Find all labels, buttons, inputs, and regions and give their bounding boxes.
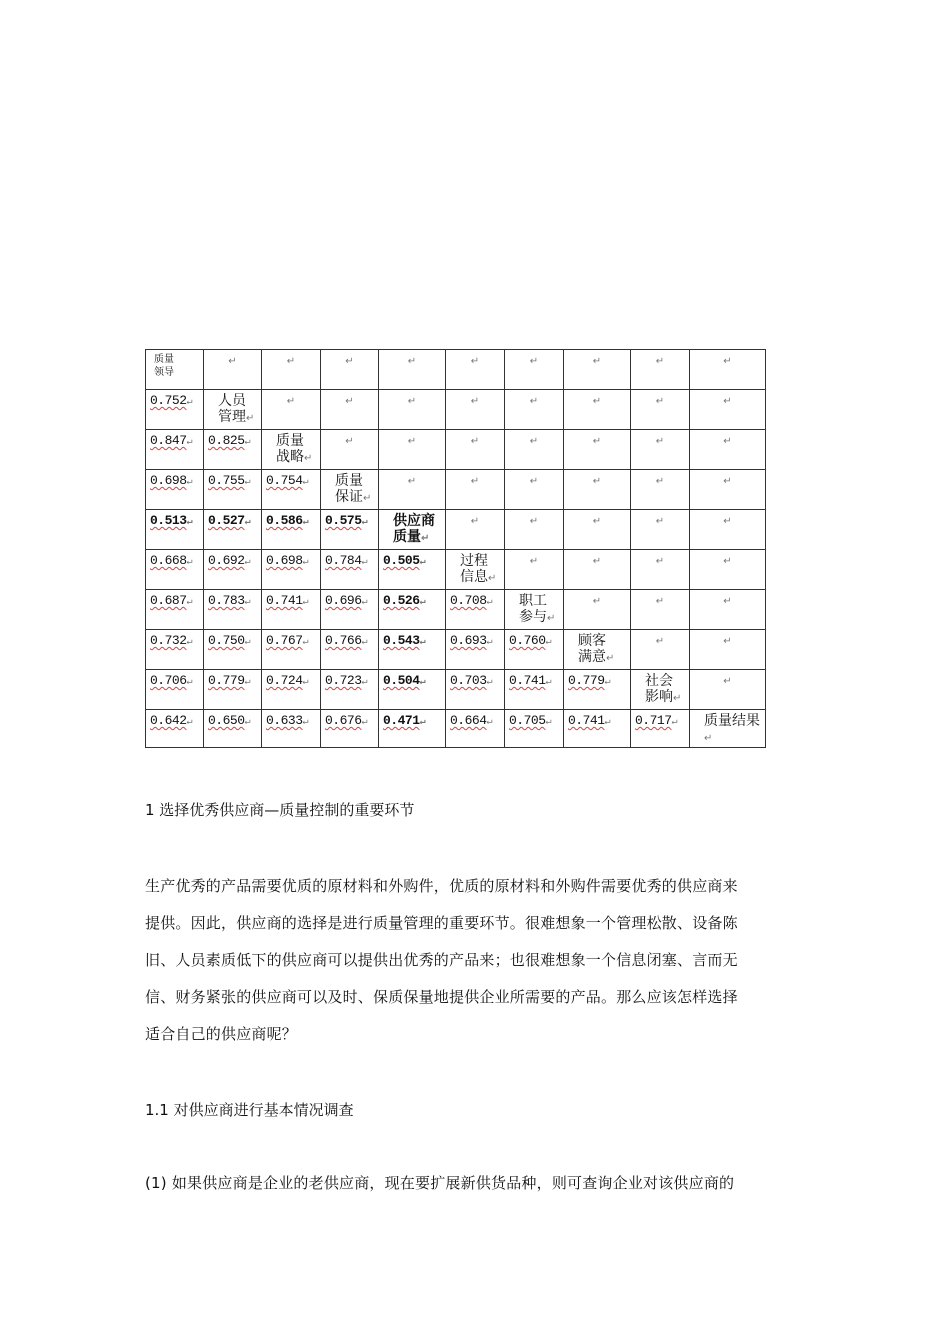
empty-cell [505, 350, 564, 390]
empty-cell [262, 350, 321, 390]
empty-cell [564, 390, 631, 430]
value-text: 0.668 [150, 553, 187, 568]
paragraph-mark-icon: ↵ [407, 476, 417, 487]
correlation-value [379, 630, 446, 670]
empty-cell [690, 510, 766, 550]
section-heading: 1 选择优秀供应商—质量控制的重要环节 [145, 801, 415, 819]
empty-cell [379, 350, 446, 390]
correlation-value [505, 710, 564, 748]
paragraph-mark-icon: ↵ [723, 356, 732, 367]
paragraph-mark-icon: ↵ [244, 637, 251, 648]
paragraph-mark-icon: ↵ [363, 493, 372, 504]
paragraph-mark-icon: ↵ [470, 356, 480, 367]
empty-cell [379, 390, 446, 430]
paragraph-mark-icon: ↵ [407, 356, 417, 367]
value-text: 0.847 [150, 433, 187, 448]
value-text: 0.741 [509, 673, 546, 688]
diagonal-label: 社会 影响↵ [631, 670, 690, 710]
paragraph-mark-icon: ↵ [419, 557, 426, 568]
paragraph-mark-icon: ↵ [186, 637, 193, 648]
paragraph-mark-icon: ↵ [488, 573, 497, 584]
value-text: 0.664 [450, 713, 487, 728]
correlation-value [321, 510, 379, 550]
value-text: 0.505 [383, 553, 420, 568]
value-text: 0.693 [450, 633, 487, 648]
paragraph-mark-icon: ↵ [244, 437, 251, 448]
paragraph-mark-icon: ↵ [186, 477, 193, 488]
correlation-value [204, 670, 262, 710]
value-text: 0.755 [208, 473, 245, 488]
correlation-value [262, 590, 321, 630]
paragraph-mark-icon: ↵ [547, 613, 556, 624]
paragraph-mark-icon: ↵ [604, 717, 611, 728]
paragraph-mark-icon: ↵ [470, 436, 480, 447]
paragraph-mark-icon: ↵ [592, 396, 602, 407]
paragraph-mark-icon: ↵ [361, 517, 368, 528]
empty-cell [505, 550, 564, 590]
paragraph-mark-icon: ↵ [723, 556, 732, 567]
correlation-value [262, 710, 321, 748]
paragraph-mark-icon: ↵ [671, 717, 678, 728]
value-text: 0.752 [150, 393, 187, 408]
empty-cell [505, 430, 564, 470]
paragraph-mark-icon: ↵ [470, 516, 480, 527]
correlation-value [146, 470, 204, 510]
empty-cell [204, 350, 262, 390]
empty-cell [690, 630, 766, 670]
value-text: 0.766 [325, 633, 362, 648]
paragraph-line: 生产优秀的产品需要优质的原材料和外购件，优质的原材料和外购件需要优秀的供应商来 [145, 877, 738, 895]
value-text: 0.724 [266, 673, 303, 688]
diagonal-label: 过程 信息↵ [446, 550, 505, 590]
empty-cell [564, 510, 631, 550]
value-text: 0.825 [208, 433, 245, 448]
correlation-value [262, 470, 321, 510]
paragraph-mark-icon: ↵ [592, 436, 602, 447]
paragraph-mark-icon: ↵ [486, 677, 493, 688]
value-text: 0.741 [266, 593, 303, 608]
paragraph-supplier-selection [145, 868, 805, 1053]
paragraph-mark-icon: ↵ [407, 436, 417, 447]
table-row [146, 590, 766, 630]
diagonal-label: 顾客 满意↵ [564, 630, 631, 670]
value-text: 0.708 [450, 593, 487, 608]
paragraph-line: 信、财务紧张的供应商可以及时、保质保量地提供企业所需要的产品。那么应该怎样选择 [145, 988, 738, 1006]
paragraph-mark-icon: ↵ [592, 476, 602, 487]
value-text: 0.754 [266, 473, 303, 488]
value-text: 0.527 [208, 513, 245, 528]
empty-cell [631, 390, 690, 430]
paragraph-mark-icon: ↵ [723, 396, 732, 407]
paragraph-mark-icon: ↵ [361, 717, 368, 728]
value-text: 0.703 [450, 673, 487, 688]
diagonal-label: 供应商 质量↵ [379, 510, 446, 550]
correlation-value [379, 670, 446, 710]
value-text: 0.698 [150, 473, 187, 488]
table-row [146, 430, 766, 470]
paragraph-mark-icon: ↵ [723, 436, 732, 447]
empty-cell [690, 590, 766, 630]
empty-cell [321, 390, 379, 430]
paragraph-mark-icon: ↵ [592, 516, 602, 527]
value-text: 0.692 [208, 553, 245, 568]
paragraph-mark-icon: ↵ [529, 436, 539, 447]
correlation-value [146, 430, 204, 470]
paragraph-mark-icon: ↵ [361, 637, 368, 648]
empty-cell [690, 350, 766, 390]
paragraph-mark-icon: ↵ [470, 476, 480, 487]
empty-cell [631, 430, 690, 470]
paragraph-mark-icon: ↵ [244, 477, 251, 488]
paragraph-mark-icon: ↵ [419, 717, 426, 728]
empty-cell [564, 550, 631, 590]
paragraph-mark-icon: ↵ [529, 396, 539, 407]
empty-cell [631, 350, 690, 390]
paragraph-mark-icon: ↵ [345, 436, 354, 447]
paragraph-mark-icon: ↵ [244, 517, 251, 528]
value-text: 0.723 [325, 673, 362, 688]
correlation-table [145, 349, 766, 748]
empty-cell [690, 550, 766, 590]
value-text: 0.717 [635, 713, 672, 728]
value-text: 0.779 [568, 673, 605, 688]
correlation-value [146, 710, 204, 748]
value-text: 0.543 [383, 633, 420, 648]
value-text: 0.687 [150, 593, 187, 608]
correlation-value [564, 670, 631, 710]
value-text: 0.779 [208, 673, 245, 688]
correlation-value [204, 550, 262, 590]
paragraph-mark-icon: ↵ [228, 356, 237, 367]
empty-cell [446, 470, 505, 510]
paragraph-mark-icon: ↵ [361, 597, 368, 608]
empty-cell [505, 510, 564, 550]
paragraph-supplier-survey: (1) 如果供应商是企业的老供应商，现在要扩展新供货品种，则可查询企业对该供应商的 [145, 1174, 735, 1192]
empty-cell [505, 470, 564, 510]
correlation-value [321, 630, 379, 670]
correlation-value [204, 430, 262, 470]
value-text: 0.471 [383, 713, 420, 728]
correlation-value [321, 710, 379, 748]
correlation-value [379, 710, 446, 748]
value-text: 0.696 [325, 593, 362, 608]
table-row [146, 470, 766, 510]
paragraph-mark-icon: ↵ [529, 516, 539, 527]
correlation-value [564, 710, 631, 748]
diagonal-label: 质量 战略↵ [262, 430, 321, 470]
paragraph-mark-icon: ↵ [723, 516, 732, 527]
subsection-heading: 1.1 对供应商进行基本情况调查 [145, 1101, 354, 1119]
paragraph-mark-icon: ↵ [486, 597, 493, 608]
paragraph-mark-icon: ↵ [244, 557, 251, 568]
table-row [146, 390, 766, 430]
correlation-value [446, 590, 505, 630]
correlation-value [379, 550, 446, 590]
paragraph-line: 旧、人员素质低下的供应商可以提供出优秀的产品来；也很难想象一个信息闭塞、言而无 [145, 951, 738, 969]
paragraph-mark-icon: ↵ [186, 517, 193, 528]
table-row [146, 510, 766, 550]
paragraph-mark-icon: ↵ [723, 676, 732, 687]
correlation-value [146, 670, 204, 710]
paragraph-mark-icon: ↵ [655, 636, 665, 647]
paragraph-mark-icon: ↵ [186, 397, 193, 408]
value-text: 0.760 [509, 633, 546, 648]
correlation-value [505, 630, 564, 670]
diagonal-label: 职工 参与↵ [505, 590, 564, 630]
paragraph-mark-icon: ↵ [545, 677, 552, 688]
empty-cell [446, 350, 505, 390]
correlation-value [262, 550, 321, 590]
paragraph-mark-icon: ↵ [655, 556, 665, 567]
paragraph-mark-icon: ↵ [345, 396, 354, 407]
paragraph-mark-icon: ↵ [302, 637, 309, 648]
empty-cell [690, 470, 766, 510]
empty-cell [379, 470, 446, 510]
paragraph-mark-icon: ↵ [655, 396, 665, 407]
paragraph-mark-icon: ↵ [606, 653, 615, 664]
correlation-value [204, 510, 262, 550]
paragraph-mark-icon: ↵ [655, 476, 665, 487]
paragraph-mark-icon: ↵ [302, 557, 309, 568]
correlation-value [204, 470, 262, 510]
paragraph-mark-icon: ↵ [345, 356, 354, 367]
diagonal-label: 质量 保证↵ [321, 470, 379, 510]
paragraph-mark-icon: ↵ [723, 636, 732, 647]
empty-cell [564, 430, 631, 470]
paragraph-mark-icon: ↵ [304, 453, 313, 464]
paragraph-mark-icon: ↵ [655, 356, 665, 367]
table-row [146, 710, 766, 748]
correlation-value [446, 630, 505, 670]
paragraph-mark-icon: ↵ [655, 436, 665, 447]
empty-cell [564, 470, 631, 510]
paragraph-mark-icon: ↵ [186, 437, 193, 448]
paragraph-mark-icon: ↵ [407, 396, 417, 407]
correlation-value [204, 590, 262, 630]
empty-cell [690, 670, 766, 710]
correlation-value [379, 590, 446, 630]
paragraph-mark-icon: ↵ [186, 597, 193, 608]
empty-cell [321, 350, 379, 390]
paragraph-mark-icon: ↵ [486, 637, 493, 648]
paragraph-mark-icon: ↵ [302, 677, 309, 688]
paragraph-mark-icon: ↵ [361, 557, 368, 568]
paragraph-mark-icon: ↵ [419, 597, 426, 608]
paragraph-mark-icon: ↵ [545, 637, 552, 648]
correlation-value [321, 550, 379, 590]
value-text: 0.513 [150, 513, 187, 528]
correlation-value [146, 510, 204, 550]
paragraph-mark-icon: ↵ [655, 596, 665, 607]
correlation-value [446, 710, 505, 748]
paragraph-mark-icon: ↵ [186, 557, 193, 568]
diagonal-label: 人员 管理↵ [204, 390, 262, 430]
paragraph-mark-icon: ↵ [592, 356, 602, 367]
paragraph-mark-icon: ↵ [419, 677, 426, 688]
paragraph-mark-icon: ↵ [302, 477, 309, 488]
empty-cell [631, 470, 690, 510]
empty-cell [379, 430, 446, 470]
paragraph-mark-icon: ↵ [244, 677, 251, 688]
paragraph-mark-icon: ↵ [704, 733, 713, 744]
value-text: 0.705 [509, 713, 546, 728]
empty-cell [631, 590, 690, 630]
empty-cell [262, 390, 321, 430]
paragraph-mark-icon: ↵ [361, 677, 368, 688]
paragraph-mark-icon: ↵ [529, 556, 539, 567]
paragraph-mark-icon: ↵ [244, 717, 251, 728]
paragraph-mark-icon: ↵ [302, 517, 309, 528]
paragraph-mark-icon: ↵ [286, 356, 296, 367]
correlation-value [146, 550, 204, 590]
value-text: 0.767 [266, 633, 303, 648]
row-label: 质量 领导 [146, 350, 204, 390]
correlation-value [146, 590, 204, 630]
paragraph-mark-icon: ↵ [419, 637, 426, 648]
correlation-value [146, 390, 204, 430]
correlation-value [321, 670, 379, 710]
paragraph-line: 提供。因此，供应商的选择是进行质量管理的重要环节。很难想象一个管理松散、设备陈 [145, 914, 738, 932]
table-row [146, 350, 766, 390]
value-text: 0.504 [383, 673, 420, 688]
empty-cell [446, 510, 505, 550]
empty-cell [446, 390, 505, 430]
paragraph-mark-icon: ↵ [470, 396, 480, 407]
diagonal-label: 质量结果↵ [690, 710, 766, 748]
empty-cell [321, 430, 379, 470]
correlation-value [505, 670, 564, 710]
paragraph-mark-icon: ↵ [186, 717, 193, 728]
paragraph-mark-icon: ↵ [545, 717, 552, 728]
paragraph-mark-icon: ↵ [246, 413, 255, 424]
value-text: 0.676 [325, 713, 362, 728]
value-text: 0.741 [568, 713, 605, 728]
value-text: 0.784 [325, 553, 362, 568]
empty-cell [564, 590, 631, 630]
value-text: 0.698 [266, 553, 303, 568]
empty-cell [690, 430, 766, 470]
value-text: 0.783 [208, 593, 245, 608]
paragraph-mark-icon: ↵ [421, 533, 430, 544]
table-row [146, 670, 766, 710]
empty-cell [446, 430, 505, 470]
value-text: 0.586 [266, 513, 303, 528]
empty-cell [631, 550, 690, 590]
empty-cell [564, 350, 631, 390]
paragraph-mark-icon: ↵ [286, 396, 296, 407]
paragraph-mark-icon: ↵ [186, 677, 193, 688]
correlation-value [146, 630, 204, 670]
table-row [146, 550, 766, 590]
value-text: 0.650 [208, 713, 245, 728]
paragraph-mark-icon: ↵ [604, 677, 611, 688]
paragraph-mark-icon: ↵ [673, 693, 682, 704]
correlation-value [631, 710, 690, 748]
value-text: 0.526 [383, 593, 420, 608]
value-text: 0.642 [150, 713, 187, 728]
value-text: 0.706 [150, 673, 187, 688]
paragraph-mark-icon: ↵ [529, 476, 539, 487]
correlation-value [204, 630, 262, 670]
paragraph-mark-icon: ↵ [529, 356, 539, 367]
empty-cell [690, 390, 766, 430]
correlation-value [204, 710, 262, 748]
value-text: 0.575 [325, 513, 362, 528]
paragraph-mark-icon: ↵ [723, 476, 732, 487]
value-text: 0.750 [208, 633, 245, 648]
value-text: 0.732 [150, 633, 187, 648]
value-text: 0.633 [266, 713, 303, 728]
correlation-value [262, 630, 321, 670]
correlation-value [446, 670, 505, 710]
paragraph-mark-icon: ↵ [592, 596, 602, 607]
correlation-value [321, 590, 379, 630]
empty-cell [505, 390, 564, 430]
correlation-value [262, 670, 321, 710]
paragraph-mark-icon: ↵ [723, 596, 732, 607]
paragraph-mark-icon: ↵ [655, 516, 665, 527]
empty-cell [631, 630, 690, 670]
table-row [146, 630, 766, 670]
paragraph-line: 适合自己的供应商呢？ [145, 1025, 298, 1043]
paragraph-mark-icon: ↵ [302, 597, 309, 608]
empty-cell [631, 510, 690, 550]
correlation-value [262, 510, 321, 550]
paragraph-mark-icon: ↵ [486, 717, 493, 728]
paragraph-mark-icon: ↵ [302, 717, 309, 728]
paragraph-mark-icon: ↵ [592, 556, 602, 567]
paragraph-mark-icon: ↵ [244, 597, 251, 608]
